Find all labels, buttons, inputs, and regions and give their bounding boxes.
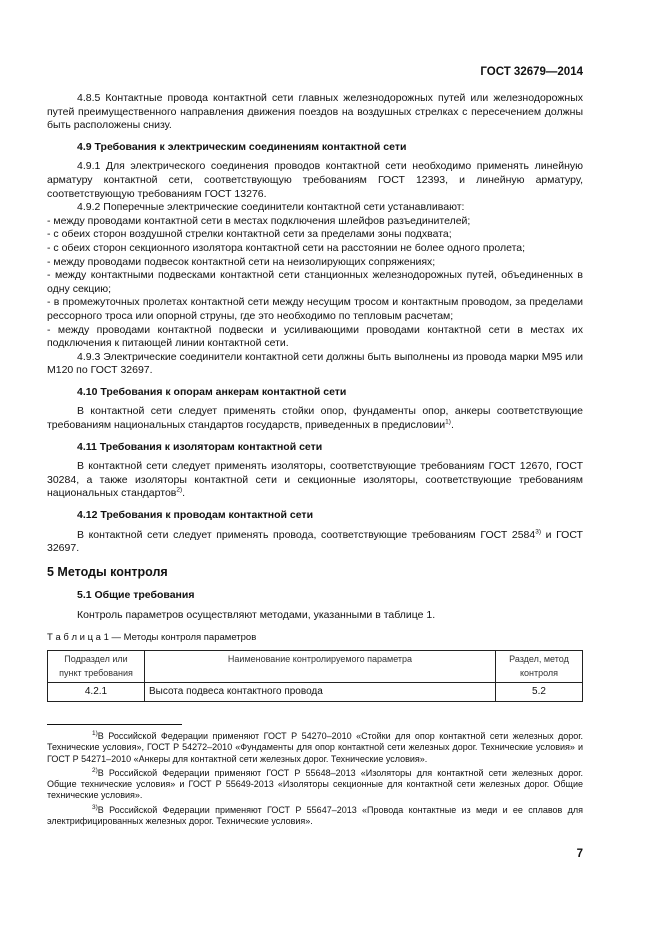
list-item: - с обеих сторон секционного изолятора контактной сети на расстоянии не более одного пролета; — [47, 241, 526, 254]
footnote: $^{2)}$В Российской Федерации применяют ГОСТ Р 55648–2013 «Изоляторы для контактной сети железных дорог. Общие технические условия» и ГОСТ Р 55649-2013 «Изоляторы секционные для контактной сети железных дорог. Общие технические условия». — [47, 766, 583, 801]
table-header-row — [48, 651, 583, 683]
table-header-cell: Наименование контролируемого параметра — [145, 651, 496, 683]
table-cell: 4.2.1 — [48, 683, 145, 702]
footnote-divider — [47, 724, 182, 725]
clause-4-8-5: 4.8.5 Контактные провода контактной сети главных железнодорожных путей или железнодорожных путей преимущественного направления движения поездов на воздушных стрелках с пересечением должны быть расположены снизу. — [47, 92, 583, 132]
section-5-1-title: 5.1 Общие требования — [77, 589, 195, 602]
page-content — [47, 92, 583, 830]
footnote-ref: 1) — [445, 418, 451, 426]
document-code: ГОСТ 32679—2014 — [480, 66, 583, 78]
footnote-ref: 3) — [535, 528, 542, 536]
section-4-10-title: 4.10 Требования к опорам анкерам контактной сети — [77, 385, 347, 398]
clause-4-9-1: 4.9.1 Для электрического соединения проводов контактной сети необходимо применять линейную арматуру контактной сети, соответствующую требованиям ГОСТ 12393, и линейную арматуру, соответствующую требованиям ГОСТ 13276. — [47, 160, 583, 200]
section-4-10-text: В контактной сети следует применять стойки опор, фундаменты опор, анкеры соответствующие требованиям национальных стандартов государств, приведенных в предисловии$^{1)}$. — [47, 405, 583, 432]
list-item: - между проводами подвесок контактной сети на неизолирующих сопряжениях; — [47, 255, 436, 268]
list-item: - между контактными подвесками контактной сети станционных железнодорожных путей, объединенных в одну секцию; — [47, 269, 583, 295]
list-item: - с обеих сторон воздушной стрелки контактной сети за пределами зоны подхвата; — [47, 228, 452, 241]
list-item: - между проводами контактной сети в местах подключения шлейфов разъединителей; — [47, 214, 471, 227]
section-4-12-text: В контактной сети следует применять провода, соответствующие требованиям ГОСТ 2584$^{3)}$ и ГОСТ 32697. — [47, 528, 583, 555]
list-item: - в промежуточных пролетах контактной сети между несущим тросом и контактным проводом, за пределами рессорного троса или опорной струны, где это необходимо по тепловым расчетам; — [47, 296, 583, 322]
clause-4-9-3: 4.9.3 Электрические соединители контактной сети должны быть выполнены из провода марки М95 или М120 по ГОСТ 32697. — [47, 350, 583, 377]
table-caption: Т а б л и ц а 1 — Методы контроля параметров — [47, 631, 257, 643]
list-item: - между проводами контактной подвески и усиливающими проводами контактной сети в местах их подключения к питающей линии контактной сети. — [47, 323, 583, 350]
section-4-11-title: 4.11 Требования к изоляторам контактной сети — [77, 440, 323, 453]
section-4-9-title: 4.9 Требования к электрическим соединениям контактной сети — [77, 140, 407, 153]
page-number: 7 — [576, 848, 583, 860]
section-4-11-text: В контактной сети следует применять изоляторы, соответствующие требованиям ГОСТ 12670, ГОСТ 30284, а также изоляторы контактной сети и секционные изоляторы, соответствующие требованиям национальных стандартов$^{2)}$. — [47, 460, 583, 500]
table-cell: Высота подвеса контактного провода — [145, 683, 496, 702]
section-5-1-text: Контроль параметров осуществляют методами, указанными в таблице 1. — [77, 609, 436, 621]
table-cell: 5.2 — [496, 683, 583, 702]
footnote: $^{1)}$В Российской Федерации применяют ГОСТ Р 54270–2010 «Стойки для опор контактной сети железных дорог. Технические условия», ГОСТ Р 54272–2010 «Фундаменты для опор контактной сети железных дорог. Технические условия» и ГОСТ Р 54271–2010 «Анкеры для контактной сети железных дорог. Технические условия». — [47, 729, 583, 764]
footnote-ref: 2) — [176, 486, 183, 494]
table-header-cell: Раздел, метод контроля — [496, 651, 583, 683]
clause-4-9-2: 4.9.2 Поперечные электрические соединители контактной сети устанавливают: — [77, 201, 465, 214]
section-5-title: 5 Методы контроля — [47, 564, 168, 579]
footnote: $^{3)}$В Российской Федерации применяют ГОСТ Р 55647–2013 «Провода контактные из меди и ее сплавов для электрифицированных железных дорог. Технические условия». — [47, 803, 583, 827]
methods-table — [47, 650, 583, 702]
section-4-12-title: 4.12 Требования к проводам контактной сети — [77, 509, 314, 522]
table-row — [48, 683, 583, 702]
table-header-cell: Подраздел или пункт требования — [48, 651, 145, 683]
